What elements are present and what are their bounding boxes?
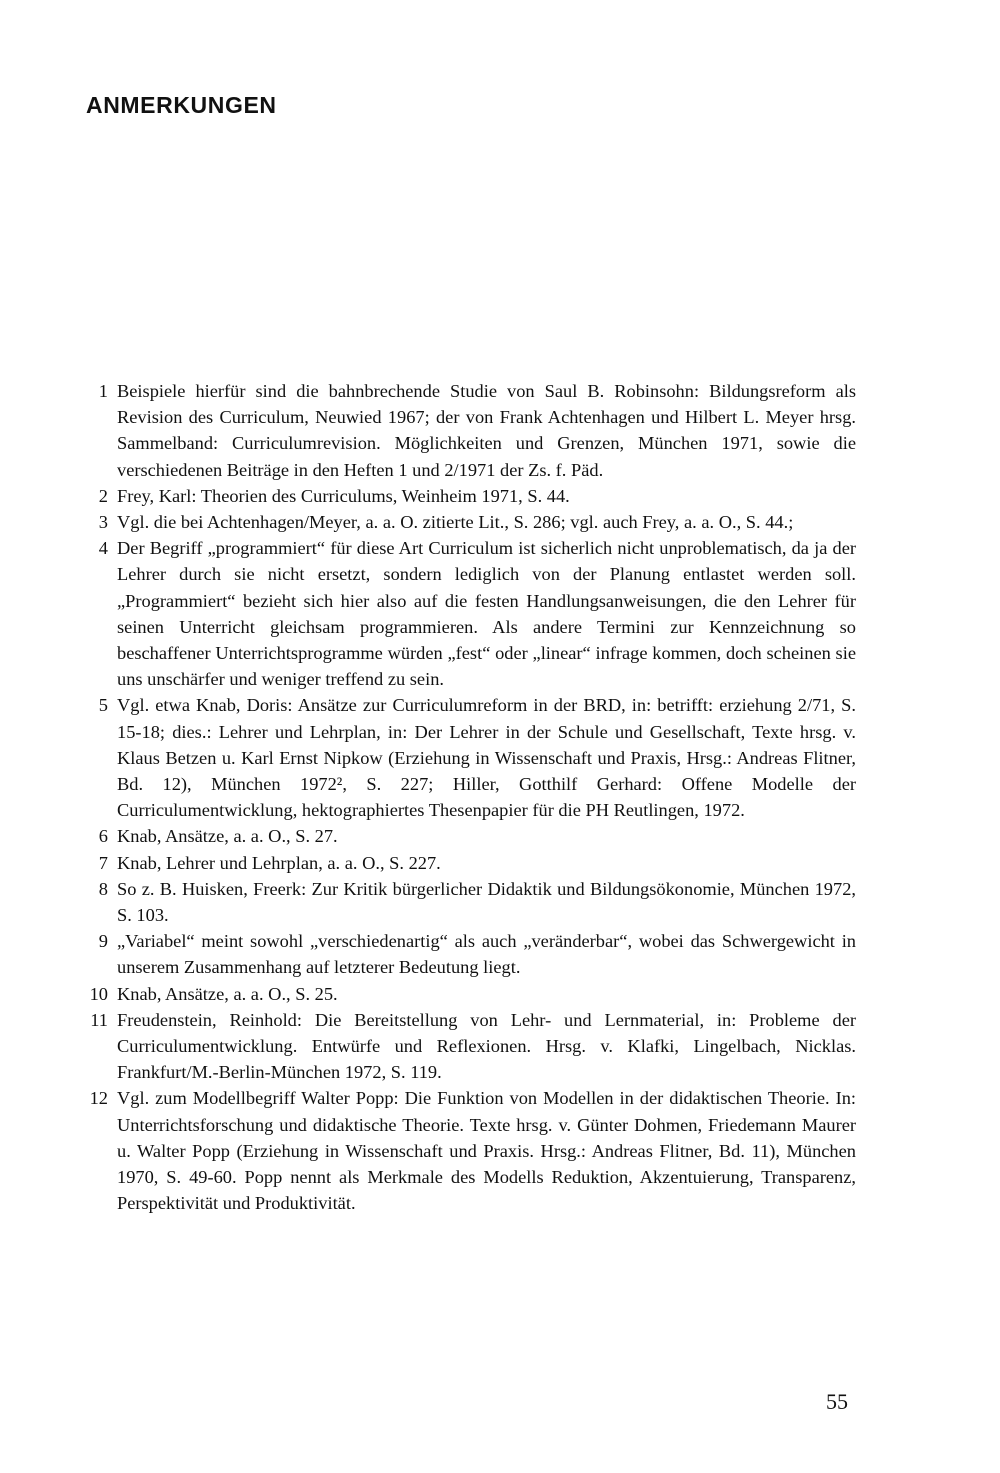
footnote-number: 6 [98,826,108,847]
page-number: 55 [826,1389,848,1414]
footnote-1 [86,378,856,483]
footnote-text: Vgl. zum Modellbegriff Walter Popp: Die Funktion von Modellen in der didaktischen Theorie. In: Unterrichtsforschung und didaktische Theorie. Texte hrsg. v. Günter Dohmen, Friedemann Maurer u. Walter Popp (Erziehung in Wissenschaft und Praxis. Hrsg.: Andreas Flitner, Bd. 11), München 1970, S. 49-60. Popp nennt als Merkmale des Modells Reduktion, Akzentuierung, Transparenz, Perspektivität und Produktivität. [117,1088,856,1214]
footnote-2 [86,483,856,509]
footnote-number: 12 [89,1088,108,1109]
footnote-text: Knab, Lehrer und Lehrplan, a. a. O., S. 227. [117,852,441,873]
footnote-number: 7 [98,852,108,873]
footnote-text: Beispiele hierfür sind die bahnbrechende Studie von Saul B. Robinsohn: Bildungsreform als Revision des Curriculum, Neuwied 1967; der von Frank Achtenhagen und Hilbert L. Meyer hrsg. Sammelband: Curriculumrevision. Möglichkeiten und Grenzen, München 1971, sowie die verschiedenen Beiträge in den Heften 1 und 2/1971 der Zs. f. Päd. [117,381,856,480]
footnote-12 [86,1085,856,1216]
footnote-8 [86,876,856,928]
footnote-text: Der Begriff „programmiert“ für diese Art Curriculum ist sicherlich nicht unproblematisch, da ja der Lehrer durch sie nicht ersetzt, sondern lediglich von der Planung entlastet werden soll. „Programmiert“ bezieht sich hier also auf die festen Handlungsanweisungen, die den Lehrer für seinen Unterricht gleichsam programmieren. Als andere Termini zur Kennzeichnung so beschaffener Unterrichtsprogramme würden „fest“ oder „linear“ infrage kommen, doch scheinen sie uns unschärfer und weniger treffend zu sein. [117,538,856,690]
footnote-text: „Variabel“ meint sowohl „verschiedenartig“ als auch „veränderbar“, wobei das Schwergewicht in unserem Zusammenhang auf letzterer Bedeutung liegt. [117,931,856,978]
footnote-11 [86,1007,856,1086]
footnote-number: 2 [98,485,108,506]
footnote-text: Frey, Karl: Theorien des Curriculums, Weinheim 1971, S. 44. [117,485,570,506]
page-title: ANMERKUNGEN [86,92,277,118]
footnote-6 [86,823,856,849]
footnote-text: Knab, Ansätze, a. a. O., S. 25. [117,983,338,1004]
footnote-text: Knab, Ansätze, a. a. O., S. 27. [117,826,338,847]
footnote-number: 5 [98,695,108,716]
footnote-number: 4 [98,538,108,559]
footnote-number: 11 [90,1009,108,1030]
footnote-4 [86,535,856,692]
footnote-7 [86,850,856,876]
footnote-5 [86,692,856,823]
footnote-number: 10 [89,983,108,1004]
footnotes-list [86,378,856,1217]
footnote-3 [86,509,856,535]
footnote-9 [86,928,856,980]
footnote-text: Vgl. etwa Knab, Doris: Ansätze zur Curriculumreform in der BRD, in: betrifft: erziehung 2/71, S. 15-18; dies.: Lehrer und Lehrplan, in: Der Lehrer in der Schule und Gesellschaft, Texte hrsg. v. Klaus Betzen u. Karl Ernst Nipkow (Erziehung in Wissenschaft und Praxis, Hrsg.: Andreas Flitner, Bd. 12), München 1972², S. 227; Hiller, Gotthilf Gerhard: Offene Modelle der Curriculumentwicklung, hektographiertes Thesenpapier für die PH Reutlingen, 1972. [117,695,856,821]
footnote-10 [86,981,856,1007]
footnote-number: 3 [98,512,108,533]
footnote-text: So z. B. Huisken, Freerk: Zur Kritik bürgerlicher Didaktik und Bildungsökonomie, München 1972, S. 103. [117,878,856,926]
footnote-text: Freudenstein, Reinhold: Die Bereitstellung von Lehr- und Lernmaterial, in: Probleme der Curriculumentwicklung. Entwürfe und Reflexionen. Hrsg. v. Klafki, Lingelbach, Nicklas. Frankfurt/M.-Berlin-München 1972, S. 119. [117,1009,856,1083]
footnote-number: 1 [98,381,108,401]
footnote-text: Vgl. die bei Achtenhagen/Meyer, a. a. O. zitierte Lit., S. 286; vgl. auch Frey, a. a. O., S. 44.; [117,512,794,533]
footnote-number: 9 [98,931,108,952]
footnote-number: 8 [98,878,108,899]
